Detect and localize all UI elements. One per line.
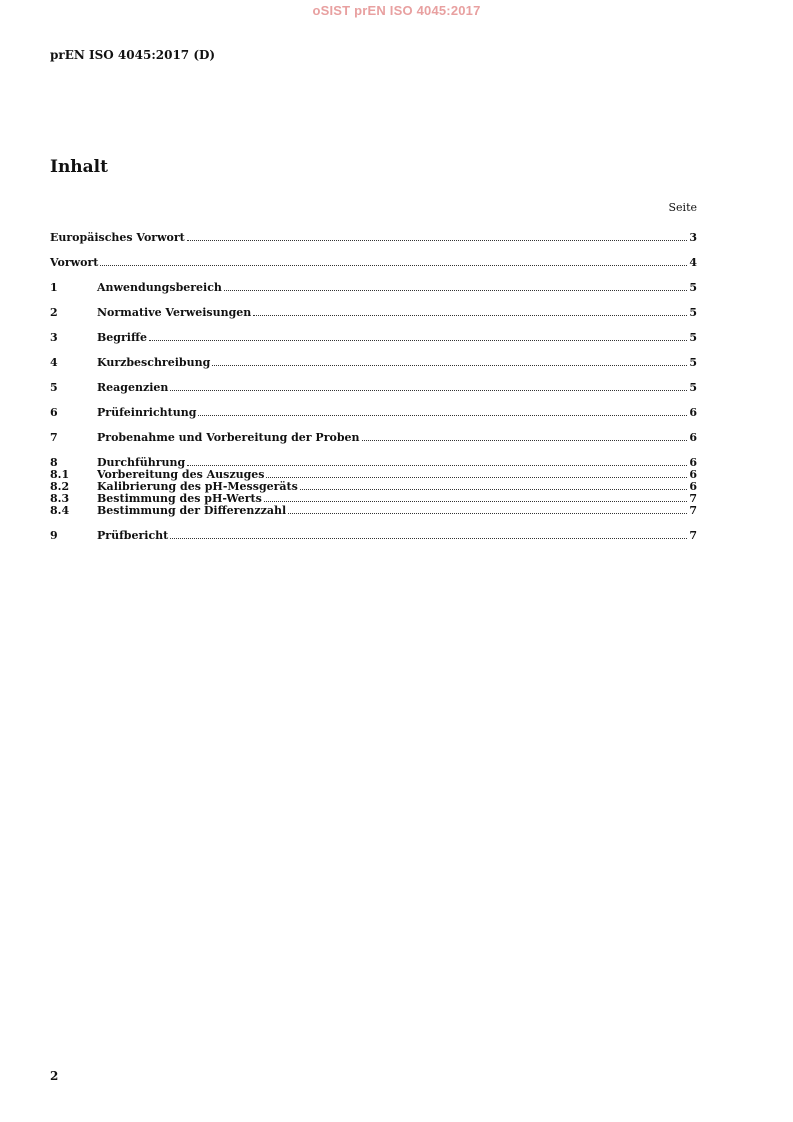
toc-entry-page: 3 bbox=[689, 231, 697, 244]
toc-entry[interactable] bbox=[50, 432, 697, 444]
toc-entry-title: Normative Verweisungen bbox=[97, 306, 252, 319]
toc-dot-leader bbox=[266, 469, 687, 478]
toc-entry-page: 7 bbox=[689, 529, 697, 542]
toc-entry[interactable] bbox=[50, 505, 697, 517]
toc-entry-title: Reagenzien bbox=[97, 381, 169, 394]
toc-entry-page: 6 bbox=[689, 431, 697, 444]
toc-dot-leader bbox=[224, 282, 687, 291]
toc-entry-title: Kurzbeschreibung bbox=[97, 356, 211, 369]
page-column-label: Seite bbox=[668, 201, 697, 214]
toc-dot-leader bbox=[300, 481, 688, 490]
toc-dot-leader bbox=[264, 493, 688, 502]
toc-entry-number: 5 bbox=[50, 381, 58, 394]
toc-dot-leader bbox=[170, 530, 687, 539]
toc-entry-page: 5 bbox=[689, 281, 697, 294]
document-id-header: prEN ISO 4045:2017 (D) bbox=[50, 48, 216, 62]
watermark: oSIST prEN ISO 4045:2017 bbox=[312, 3, 481, 18]
toc-dot-leader bbox=[198, 407, 687, 416]
toc-entry-number: 8.1 bbox=[50, 468, 70, 481]
toc-entry-page: 6 bbox=[689, 480, 697, 493]
toc-entry-title: Prüfeinrichtung bbox=[97, 406, 197, 419]
toc-dot-leader bbox=[212, 357, 687, 366]
page-number: 2 bbox=[50, 1069, 59, 1083]
toc-entry-title: Vorwort bbox=[50, 256, 99, 269]
toc-entry-number: 2 bbox=[50, 306, 58, 319]
toc-entry[interactable] bbox=[50, 407, 697, 419]
toc-entry[interactable] bbox=[50, 357, 697, 369]
toc-entry-title: Anwendungsbereich bbox=[97, 281, 222, 294]
toc-entry[interactable] bbox=[50, 282, 697, 294]
toc-entry-page: 7 bbox=[689, 504, 697, 517]
toc-dot-leader bbox=[170, 382, 687, 391]
toc-entry-title: Europäisches Vorwort bbox=[50, 231, 185, 244]
toc-entry[interactable] bbox=[50, 332, 697, 344]
toc-entry-page: 6 bbox=[689, 468, 697, 481]
toc-entry-number: 4 bbox=[50, 356, 58, 369]
toc-entry[interactable] bbox=[50, 257, 697, 269]
toc-entry-title: Prüfbericht bbox=[97, 529, 169, 542]
toc-entry-number: 7 bbox=[50, 431, 58, 444]
toc-entry[interactable] bbox=[50, 232, 697, 244]
toc-dot-leader bbox=[149, 332, 687, 341]
toc-entry[interactable] bbox=[50, 382, 697, 394]
toc-dot-leader bbox=[253, 307, 687, 316]
toc-dot-leader bbox=[100, 257, 687, 266]
toc-entry-number: 6 bbox=[50, 406, 58, 419]
toc-entry-number: 8.4 bbox=[50, 504, 70, 517]
toc-entry-page: 5 bbox=[689, 356, 697, 369]
toc-heading: Inhalt bbox=[50, 157, 108, 177]
toc-entry-title: Kalibrierung des pH-Messgeräts bbox=[97, 480, 298, 493]
toc-entry-number: 8.3 bbox=[50, 492, 70, 505]
toc-entry-page: 6 bbox=[689, 456, 697, 469]
toc-entry-number: 8.2 bbox=[50, 480, 70, 493]
table-of-contents bbox=[50, 232, 697, 542]
toc-entry-page: 5 bbox=[689, 306, 697, 319]
toc-entry-title: Vorbereitung des Auszuges bbox=[97, 468, 265, 481]
toc-dot-leader bbox=[288, 505, 687, 514]
toc-entry-title: Probenahme und Vorbereitung der Proben bbox=[97, 431, 360, 444]
toc-entry-number: 8 bbox=[50, 456, 58, 469]
toc-entry-page: 5 bbox=[689, 331, 697, 344]
toc-entry-number: 3 bbox=[50, 331, 58, 344]
toc-entry-page: 5 bbox=[689, 381, 697, 394]
toc-entry[interactable] bbox=[50, 530, 697, 542]
toc-dot-leader bbox=[187, 457, 687, 466]
toc-entry-number: 1 bbox=[50, 281, 58, 294]
toc-entry-number: 9 bbox=[50, 529, 58, 542]
toc-dot-leader bbox=[187, 232, 688, 241]
toc-entry-page: 6 bbox=[689, 406, 697, 419]
toc-dot-leader bbox=[362, 432, 688, 441]
toc-entry-title: Bestimmung des pH-Werts bbox=[97, 492, 262, 505]
toc-entry[interactable] bbox=[50, 307, 697, 319]
toc-entry-title: Begriffe bbox=[97, 331, 147, 344]
toc-entry-page: 7 bbox=[689, 492, 697, 505]
toc-entry-title: Durchführung bbox=[97, 456, 186, 469]
toc-entry-title: Bestimmung der Differenzzahl bbox=[97, 504, 287, 517]
toc-entry-page: 4 bbox=[689, 256, 697, 269]
